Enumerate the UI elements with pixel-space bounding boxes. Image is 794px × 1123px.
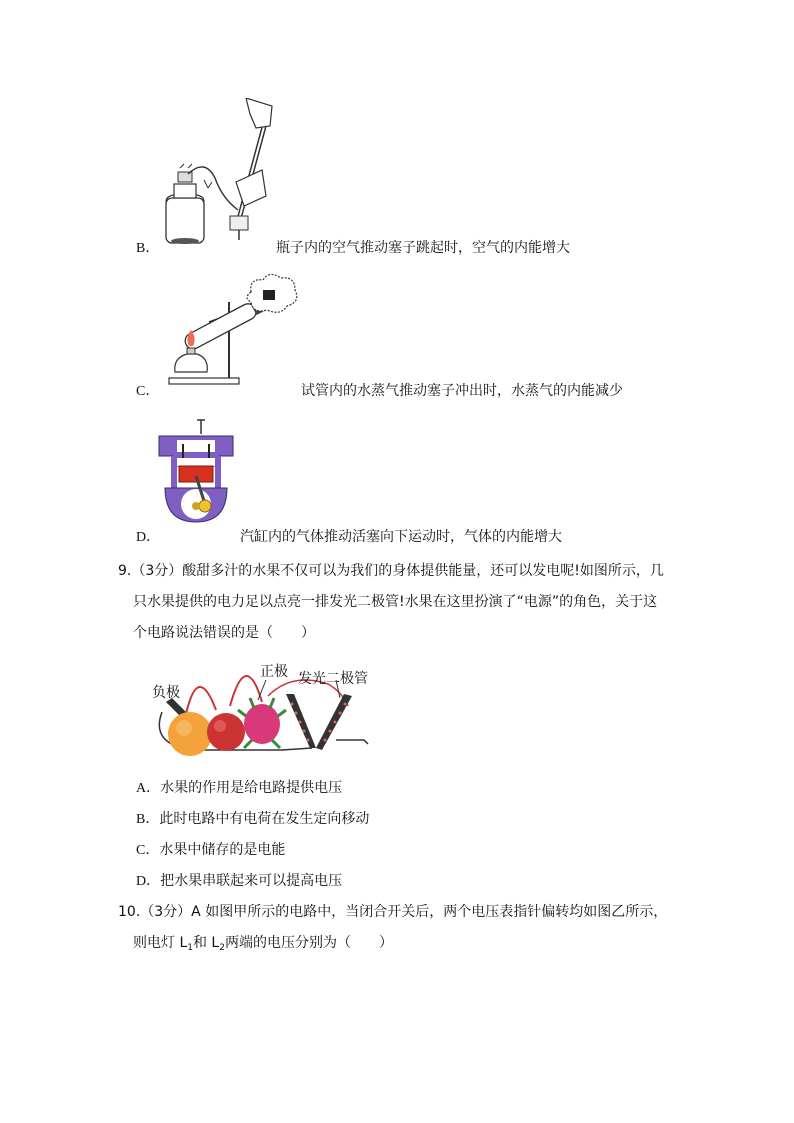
l1-subscript: 1 xyxy=(187,943,193,953)
q9-option-a-letter: A． xyxy=(136,781,161,796)
option-c-letter: C． xyxy=(136,384,160,399)
fruit-battery-figure xyxy=(142,652,376,762)
positive-pole-label: 正极 xyxy=(260,664,288,680)
engine-cylinder-figure xyxy=(157,418,235,523)
q9-option-b-letter: B． xyxy=(136,812,160,827)
bottle-pump-figure xyxy=(160,98,275,248)
q9-stem-line3: 个电路说法错误的是（ ） xyxy=(133,625,315,641)
led-label: 发光二极管 xyxy=(298,671,368,687)
option-b-letter: B． xyxy=(136,241,160,256)
q10-line2-mid: 和 L xyxy=(192,935,220,951)
q9-stem-line2: 只水果提供的电力足以点亮一排发光二极管!水果在这里扮演了“电源”的角色，关于这 xyxy=(133,594,658,610)
q10-line2-pre: 则电灯 L xyxy=(133,935,188,951)
q9-option-b-text: 此时电路中有电荷在发生定向移动 xyxy=(159,811,370,827)
q9-option-d[interactable] xyxy=(136,871,342,892)
option-c-text: 试管内的水蒸气推动塞子冲出时，水蒸气的内能减少 xyxy=(301,383,623,399)
q10-line2-post: 两端的电压分别为（ ） xyxy=(224,935,393,951)
q9-option-d-letter: D． xyxy=(136,874,161,889)
q10-stem-line2 xyxy=(133,933,393,958)
test-tube-figure xyxy=(165,272,300,390)
option-d-letter: D． xyxy=(136,530,161,545)
negative-pole-label: 负极 xyxy=(152,685,180,701)
q9-option-a[interactable] xyxy=(136,778,342,799)
q9-option-c-text: 水果中储存的是电能 xyxy=(159,842,286,858)
option-b-text: 瓶子内的空气推动塞子跳起时，空气的内能增大 xyxy=(276,240,570,256)
l2-subscript: 2 xyxy=(219,943,225,953)
q10-stem-line1: 10.（3分）A 如图甲所示的电路中，当闭合开关后，两个电压表指针偏转均如图乙所示， xyxy=(118,904,668,920)
q9-option-d-text: 把水果串联起来可以提高电压 xyxy=(160,873,343,889)
q9-stem-line1: 9.（3分）酸甜多汁的水果不仅可以为我们的身体提供能量，还可以发电呢!如图所示，几 xyxy=(118,563,664,579)
q9-option-b[interactable] xyxy=(136,809,369,830)
option-d-text: 汽缸内的气体推动活塞向下运动时，气体的内能增大 xyxy=(240,529,562,545)
q9-option-a-text: 水果的作用是给电路提供电压 xyxy=(160,780,343,796)
q9-option-c[interactable] xyxy=(136,840,285,861)
q9-option-c-letter: C． xyxy=(136,843,160,858)
